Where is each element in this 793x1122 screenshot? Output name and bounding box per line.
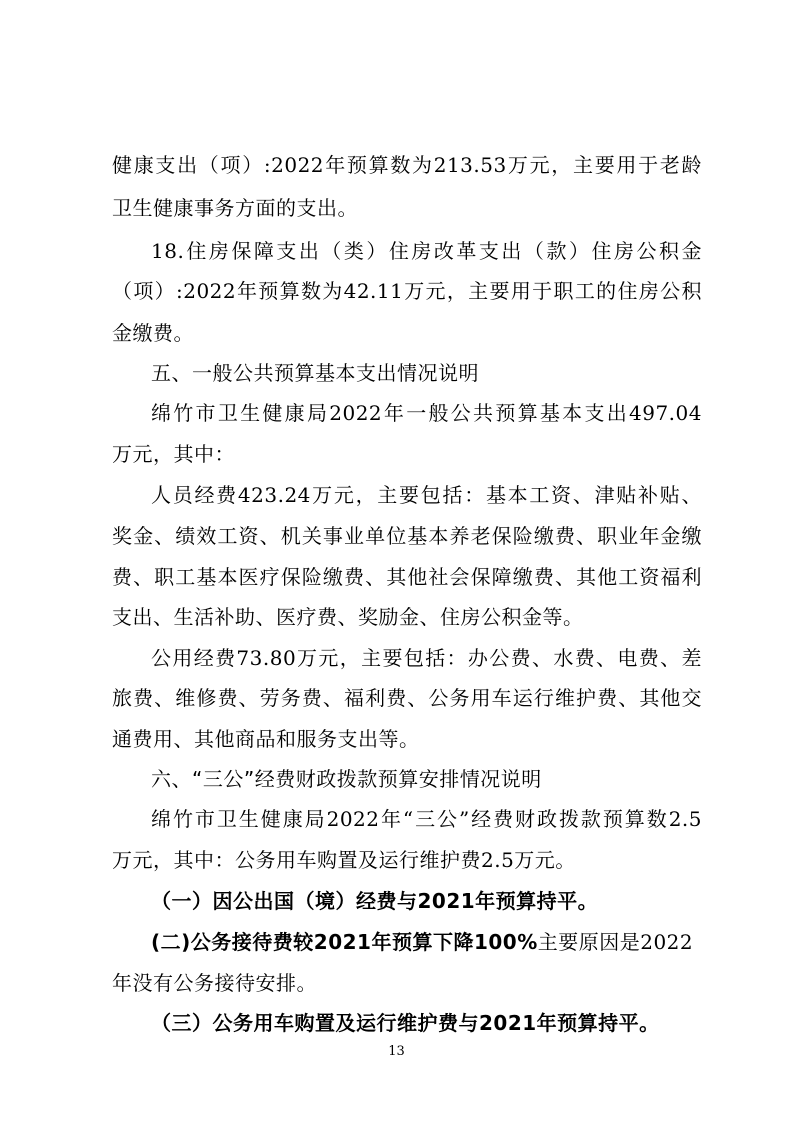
paragraph-line: 通费用、其他商品和服务支出等。 bbox=[112, 727, 420, 751]
subsection-heading: （三）公务用车购置及运行维护费与2021年预算持平。 bbox=[151, 1011, 660, 1035]
section-heading: 五、一般公共预算基本支出情况说明 bbox=[151, 361, 479, 385]
paragraph-line: （项）:2022年预算数为42.11万元，主要用于职工的住房公积 bbox=[112, 279, 702, 303]
paragraph-line: 绵竹市卫生健康局2022年一般公共预算基本支出497.04 bbox=[151, 401, 702, 425]
paragraph-line: 18.住房保障支出（类）住房改革支出（款）住房公积金 bbox=[151, 239, 702, 263]
paragraph-line: 人员经费423.24万元，主要包括：基本工资、津贴补贴、 bbox=[151, 483, 702, 507]
paragraph-line: 卫生健康事务方面的支出。 bbox=[112, 196, 358, 220]
paragraph-line: 旅费、维修费、劳务费、福利费、公务用车运行维护费、其他交 bbox=[112, 686, 702, 710]
paragraph-line: 费、职工基本医疗保险缴费、其他社会保障缴费、其他工资福利 bbox=[112, 565, 702, 589]
paragraph-line: 万元，其中： bbox=[112, 442, 235, 466]
paragraph-line: 金缴费。 bbox=[112, 321, 194, 345]
reason-text: 主要原因是2022 bbox=[537, 930, 694, 954]
page-number: 13 bbox=[388, 1044, 405, 1059]
paragraph-line: 年没有公务接待安排。 bbox=[112, 971, 317, 995]
paragraph-line-mixed bbox=[151, 929, 702, 955]
subsection-heading-inline: (二)公务接待费较2021年预算下降100% bbox=[151, 930, 538, 954]
section-heading: 六、“三公”经费财政拨款预算安排情况说明 bbox=[151, 767, 542, 791]
paragraph-line: 公用经费73.80万元，主要包括：办公费、水费、电费、差 bbox=[151, 646, 702, 670]
paragraph-line: 奖金、绩效工资、机关事业单位基本养老保险缴费、职业年金缴 bbox=[112, 524, 702, 548]
subsection-heading: （一）因公出国（境）经费与2021年预算持平。 bbox=[151, 889, 599, 913]
paragraph-line: 绵竹市卫生健康局2022年“三公”经费财政拨款预算数2.5 bbox=[151, 807, 702, 831]
paragraph-line: 健康支出（项）:2022年预算数为213.53万元，主要用于老龄 bbox=[112, 153, 702, 177]
paragraph-line: 万元，其中：公务用车购置及运行维护费2.5万元。 bbox=[112, 848, 576, 872]
paragraph-line: 支出、生活补助、医疗费、奖励金、住房公积金等。 bbox=[112, 605, 584, 629]
